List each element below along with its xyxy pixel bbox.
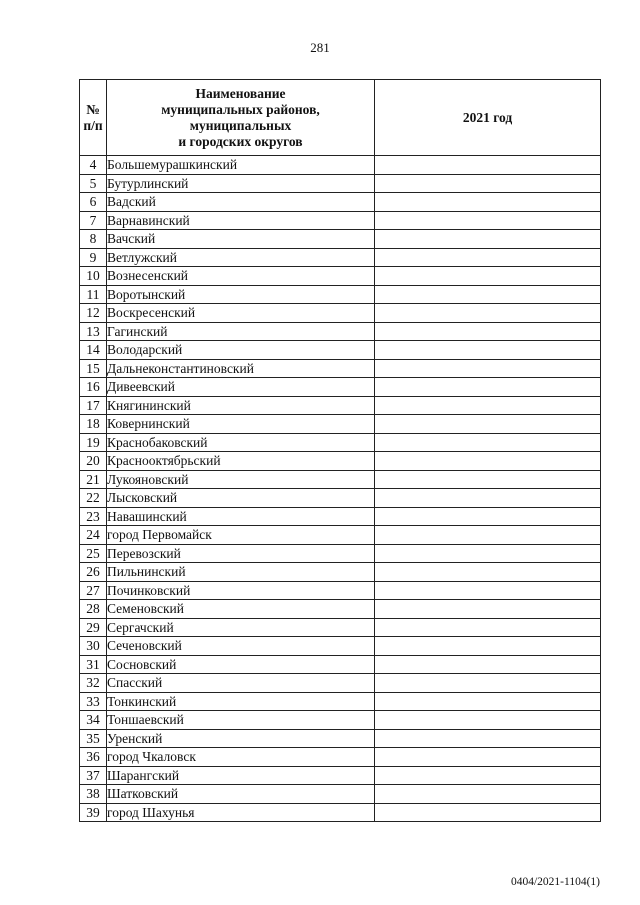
document-code: 0404/2021-1104(1) [510,876,600,888]
row-number: 5 [80,174,107,193]
year-value [375,156,601,175]
district-name: Семеновский [107,600,375,619]
table-row [80,655,601,674]
row-number: 9 [80,248,107,267]
table-row [80,711,601,730]
row-number: 11 [80,285,107,304]
table-row [80,396,601,415]
year-value [375,396,601,415]
year-value [375,748,601,767]
row-number: 23 [80,507,107,526]
year-value [375,415,601,434]
year-value [375,174,601,193]
table-row [80,174,601,193]
district-name: Сергачский [107,618,375,637]
table-row [80,156,601,175]
row-number: 18 [80,415,107,434]
table-row [80,692,601,711]
row-number: 27 [80,581,107,600]
district-name: Перевозский [107,544,375,563]
row-number: 12 [80,304,107,323]
year-value [375,692,601,711]
row-number: 26 [80,563,107,582]
year-value [375,526,601,545]
district-name: Сосновский [107,655,375,674]
year-value [375,489,601,508]
district-name: Ковернинский [107,415,375,434]
row-number: 6 [80,193,107,212]
row-number: 20 [80,452,107,471]
district-name: Воротынский [107,285,375,304]
year-value [375,470,601,489]
row-number: 13 [80,322,107,341]
row-number: 8 [80,230,107,249]
table-row [80,341,601,360]
year-value [375,211,601,230]
table-row [80,378,601,397]
table-row [80,489,601,508]
row-number: 7 [80,211,107,230]
district-name: Володарский [107,341,375,360]
row-number: 31 [80,655,107,674]
row-number: 34 [80,711,107,730]
year-value [375,563,601,582]
district-name: Варнавинский [107,211,375,230]
row-number: 14 [80,341,107,360]
year-value [375,433,601,452]
district-name: Шарангский [107,766,375,785]
district-name: Навашинский [107,507,375,526]
year-value [375,803,601,822]
year-value [375,452,601,471]
district-name: Дивеевский [107,378,375,397]
year-value [375,378,601,397]
row-number: 16 [80,378,107,397]
district-name: Лысковский [107,489,375,508]
district-name: город Первомайск [107,526,375,545]
table-row [80,600,601,619]
year-value [375,544,601,563]
year-value [375,581,601,600]
header-year: 2021 год [375,80,601,156]
row-number: 36 [80,748,107,767]
district-name: Дальнеконстантиновский [107,359,375,378]
table-row [80,729,601,748]
row-number: 4 [80,156,107,175]
table-row [80,359,601,378]
table-row [80,211,601,230]
district-name: Лукояновский [107,470,375,489]
row-number: 30 [80,637,107,656]
row-number: 35 [80,729,107,748]
district-name: Спасский [107,674,375,693]
year-value [375,766,601,785]
row-number: 33 [80,692,107,711]
table-body [80,156,601,822]
table-row [80,748,601,767]
table-row [80,322,601,341]
table-row [80,415,601,434]
table-header-row [80,80,601,156]
district-name: Краснобаковский [107,433,375,452]
district-name: Княгининский [107,396,375,415]
district-name: Шатковский [107,785,375,804]
district-name: Тоншаевский [107,711,375,730]
row-number: 32 [80,674,107,693]
year-value [375,600,601,619]
row-number: 15 [80,359,107,378]
year-value [375,359,601,378]
year-value [375,341,601,360]
table-row [80,526,601,545]
district-name: Ветлужский [107,248,375,267]
year-value [375,655,601,674]
table-row [80,618,601,637]
row-number: 39 [80,803,107,822]
district-name: город Чкаловск [107,748,375,767]
row-number: 24 [80,526,107,545]
year-value [375,618,601,637]
district-name: Краснооктябрьский [107,452,375,471]
year-value [375,637,601,656]
year-value [375,267,601,286]
table-row [80,304,601,323]
district-name: Вадский [107,193,375,212]
table-row [80,470,601,489]
row-number: 22 [80,489,107,508]
row-number: 19 [80,433,107,452]
table-row [80,433,601,452]
district-name: город Шахунья [107,803,375,822]
district-name: Тонкинский [107,692,375,711]
row-number: 25 [80,544,107,563]
district-name: Уренский [107,729,375,748]
district-name: Вачский [107,230,375,249]
district-name: Сеченовский [107,637,375,656]
header-name: Наименование муниципальных районов, муниципальных и городских округов [107,80,375,156]
table-row [80,803,601,822]
table-row [80,674,601,693]
year-value [375,711,601,730]
table-row [80,507,601,526]
table-row [80,230,601,249]
year-value [375,285,601,304]
header-num: № п/п [80,80,107,156]
table-row [80,267,601,286]
table-row [80,544,601,563]
row-number: 21 [80,470,107,489]
table-row [80,563,601,582]
table-row [80,637,601,656]
row-number: 29 [80,618,107,637]
row-number: 38 [80,785,107,804]
page-number: 281 [310,40,330,55]
row-number: 17 [80,396,107,415]
table-row [80,248,601,267]
table-row [80,766,601,785]
district-name: Вознесенский [107,267,375,286]
table-row [80,581,601,600]
districts-table [79,79,601,822]
table-row [80,193,601,212]
district-name: Пильнинский [107,563,375,582]
year-value [375,248,601,267]
year-value [375,193,601,212]
year-value [375,230,601,249]
district-name: Воскресенский [107,304,375,323]
year-value [375,304,601,323]
district-name: Гагинский [107,322,375,341]
year-value [375,322,601,341]
year-value [375,674,601,693]
district-name: Большемурашкинский [107,156,375,175]
row-number: 10 [80,267,107,286]
district-name: Починковский [107,581,375,600]
district-name: Бутурлинский [107,174,375,193]
row-number: 37 [80,766,107,785]
table-row [80,452,601,471]
year-value [375,729,601,748]
table-row [80,785,601,804]
year-value [375,785,601,804]
table-row [80,285,601,304]
row-number: 28 [80,600,107,619]
year-value [375,507,601,526]
